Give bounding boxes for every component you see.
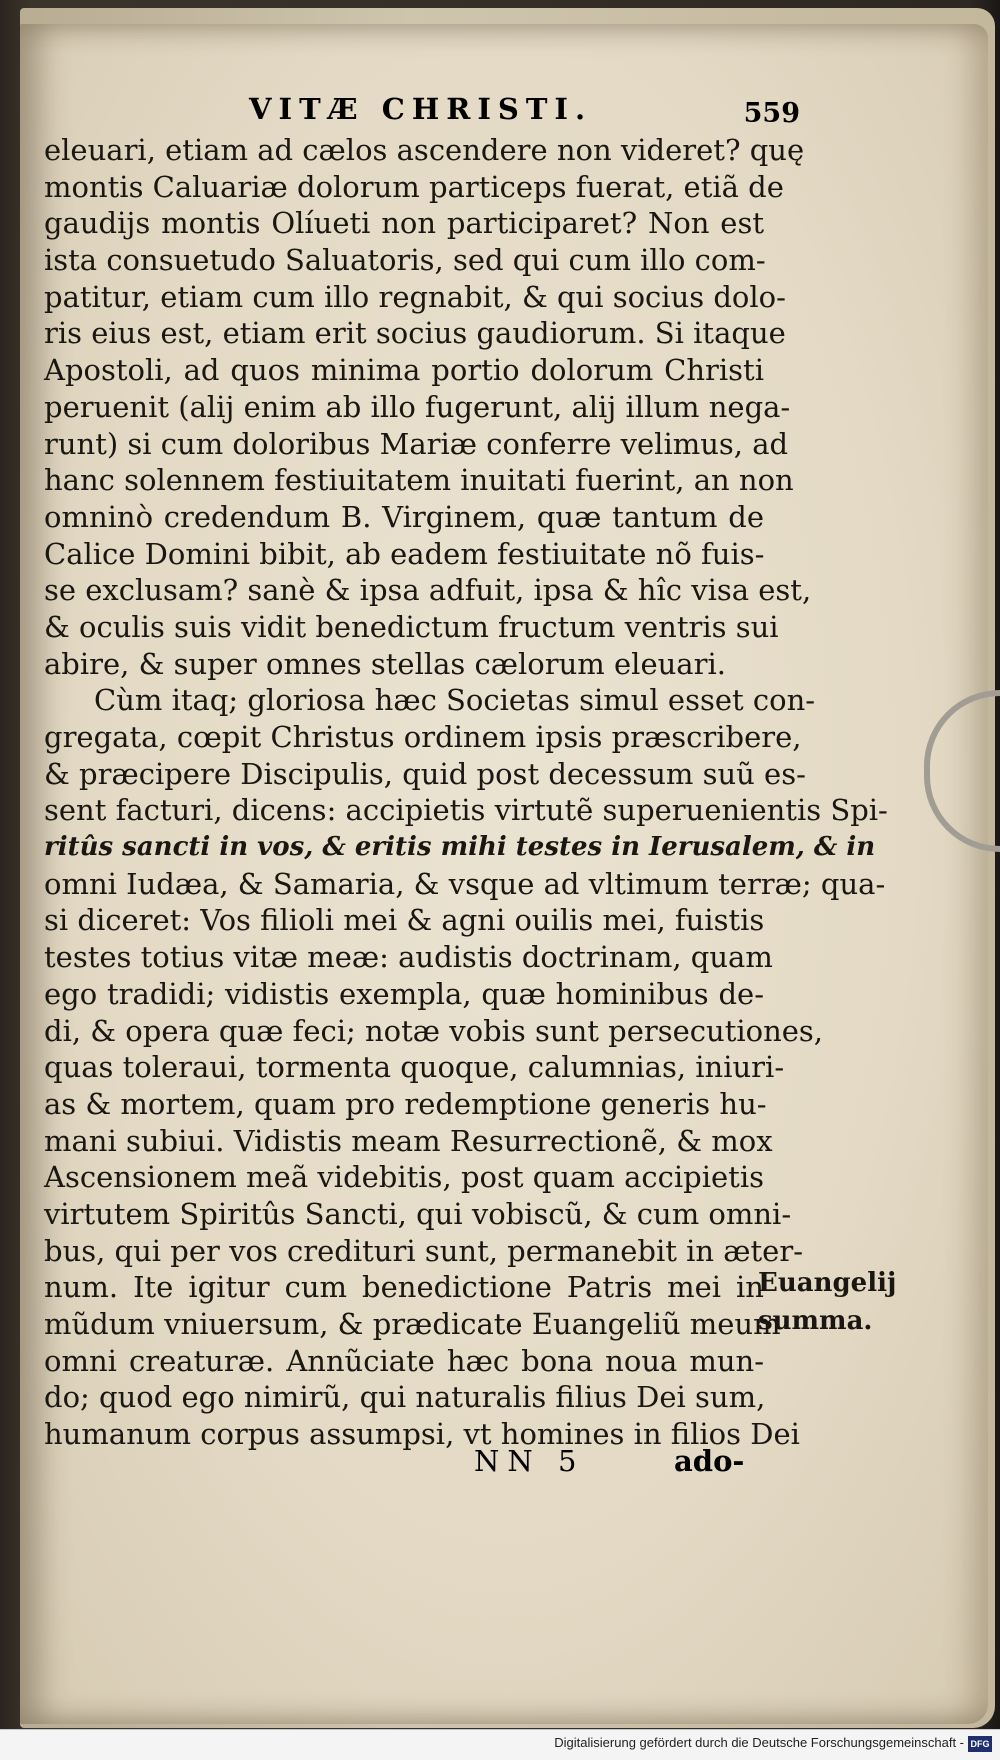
text-line: se exclusam? sanè & ipsa adfuit, ipsa & hîc visa est, (44, 573, 812, 608)
text-line: quas toleraui, tormenta quoque, calumnias, iniuri- (44, 1050, 785, 1085)
marginal-note-line: summa. (758, 1306, 873, 1336)
text-line: Apostoli, ad quos minima portio dolorum Christi (44, 353, 764, 388)
page-number: 559 (743, 98, 800, 129)
text-line: virtutem Spiritûs Sancti, qui vobiscũ, & cum omni- (44, 1196, 792, 1231)
text-line: num. Ite igitur cum benedictione Patris mei in (44, 1270, 764, 1305)
text-line: gregata, cœpit Christus ordinem ipsis præscribere, (44, 720, 802, 754)
catchword: ado- (674, 1444, 745, 1478)
text-line: hanc solennem festiuitatem inuitati fuerint, an non (44, 463, 794, 498)
signature-mark: NN 5 (474, 1444, 585, 1478)
text-line: peruenit (alij enim ab illo fugerunt, alij illum nega- (44, 389, 791, 424)
text-line: gaudijs montis Olíueti non participaret? Non est (44, 206, 764, 241)
text-line: & præcipere Discipulis, quid post decessum suũ es- (44, 756, 806, 791)
text-line: runt) si cum doloribus Mariæ conferre velimus, ad (44, 426, 789, 461)
text-line: Ascensionem meã videbitis, post quam accipietis (44, 1160, 764, 1195)
running-title: VITÆ CHRISTI. (249, 92, 593, 126)
text-line: mani subiui. Vidistis meam Resurrectionẽ, & mox (44, 1123, 773, 1158)
footer-credit: Digitalisierung gefördert durch die Deutsche Forschungsgemeinschaft - (554, 1735, 964, 1750)
text-line: mũdum vniuersum, & prædicate Euangeliũ meum (44, 1307, 781, 1341)
text-line: eleuari, etiam ad cælos ascendere non videret? quę (44, 133, 805, 167)
text-line: omninò credendum B. Virginem, quæ tantum de (44, 499, 764, 534)
text-line: abire, & super omnes stellas cælorum eleuari. (44, 646, 726, 681)
text-line: do; quod ego nimirũ, qui naturalis filius Dei sum, (44, 1380, 766, 1415)
text-line: Calice Domini bibit, ab eadem festiuitate nõ fuis- (44, 536, 765, 571)
marginal-note-line: Euangelij (758, 1268, 897, 1298)
catchline (474, 1444, 774, 1484)
text-line: humanum corpus assumpsi, vt homines in filios Dei (44, 1417, 800, 1452)
text-line: bus, qui per vos credituri sunt, permanebit in æter- (44, 1233, 803, 1268)
text-line: omni Iudæa, & Samaria, & vsque ad vltimum terræ; qua- (44, 866, 886, 901)
footer-bar (0, 1729, 1000, 1760)
text-line: as & mortem, quam pro redemptione generis hu- (44, 1086, 767, 1121)
text-line: testes totius vitæ meæ: audistis doctrinam, quam (44, 940, 773, 975)
text-line: Cùm itaq; gloriosa hæc Societas simul esset con- (94, 683, 816, 718)
text-line: sent facturi, dicens: accipietis virtutẽ superuenientis Spi- (44, 793, 888, 828)
text-line: montis Caluariæ dolorum particeps fuerat, etiã de (44, 169, 784, 204)
marginal-note (758, 1264, 896, 1340)
text-line: & oculis suis vidit benedictum fructum ventris sui (44, 609, 779, 644)
running-head (44, 92, 800, 132)
text-line: ista consuetudo Saluatoris, sed qui cum illo com- (44, 243, 766, 278)
text-line: ego tradidi; vidistis exempla, quæ hominibus de- (44, 976, 764, 1011)
text-line: di, & opera quæ feci; notæ vobis sunt persecutiones, (44, 1013, 824, 1048)
text-line: si diceret: Vos filioli mei & agni ouilis mei, fuistis (44, 903, 765, 938)
text-line: omni creaturæ. Annũciate hæc bona noua mun- (44, 1343, 764, 1378)
dfg-logo-icon: DFG (968, 1736, 992, 1752)
text-line: ris eius est, etiam erit socius gaudiorum. Si itaque (44, 316, 786, 351)
text-line: ritûs sancti in vos, & eritis mihi testes in Ierusalem, & in (44, 832, 876, 863)
text-line: patitur, etiam cum illo regnabit, & qui socius dolo- (44, 279, 786, 314)
